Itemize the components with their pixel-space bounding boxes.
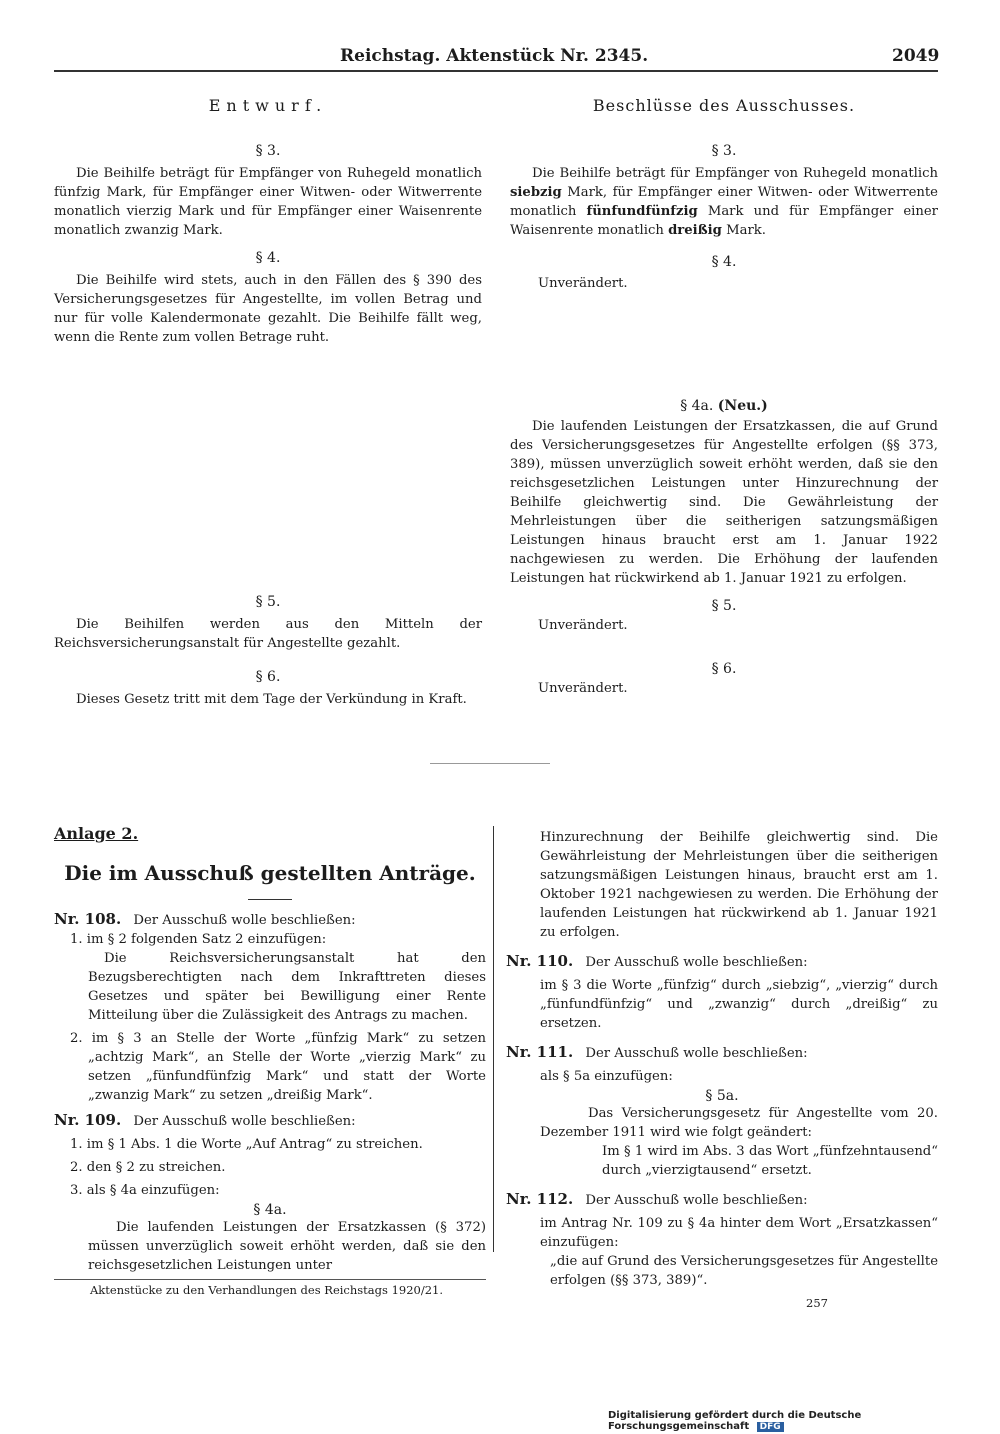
section-heading: § 4. (255, 250, 281, 266)
antrag-108 (54, 910, 486, 930)
list-item: 1. im § 1 Abs. 1 die Worte „Auf Antrag“ zu streichen. (70, 1137, 423, 1152)
title-rule (248, 899, 292, 900)
left-column-title: Entwurf. (208, 96, 328, 115)
section-heading: § 5a. (705, 1088, 739, 1104)
dfg-logo: DFG (757, 1422, 784, 1432)
section-text: Die laufenden Leistungen der Ersatzkassen (§ 372) müssen unverzüglich soweit erhöht werden, daß sie den reichsgesetzlichen Leistungen unter (88, 1220, 486, 1273)
left-column (54, 96, 482, 347)
antrag-109 (54, 1111, 486, 1131)
antrag-111 (506, 1043, 938, 1063)
section-text: Unverändert. (538, 681, 628, 696)
antrag-intro: Der Ausschuß wolle beschließen: (585, 1193, 808, 1208)
anlage-left (54, 824, 486, 1297)
running-title: Reichstag. Aktenstück Nr. 2345. (340, 46, 649, 66)
section-text: Die Beihilfe wird stets, auch in den Fällen des § 390 des Versicherungsgesetzes für Angestellte, im vollen Betrag und nur für volle Kalendermonate gezahlt. Die Beihilfe fällt weg, wenn die Rente zum vollen Betrage ruht. (54, 273, 482, 345)
right-column-s4a (510, 398, 938, 588)
text-run: Mark, für Empfänger einer Witwen- oder Witwerrente monatlich (510, 185, 938, 219)
column-divider (493, 826, 494, 1252)
section-text: Die Beihilfe beträgt für Empfänger von Ruhegeld monatlich fünfzig Mark, für Empfänger einer Witwen- oder Witwerrente monatlich vierzig Mark und für Empfänger einer Waisenrente monatlich zwanzig Mark. (54, 166, 482, 238)
list-item: 2. den § 2 zu streichen. (70, 1160, 226, 1175)
list-item-text: Die Reichsversicherungsanstalt hat den Bezugsberechtigten nach dem Inkrafttreten dieses Gesetzes und später bei Bewilligung einer Rente Mitteilung über die Zulässigkeit des Antrags zu machen. (88, 951, 486, 1023)
antrag-110 (506, 952, 938, 972)
section-text-continued: Hinzurechnung der Beihilfe gleichwertig sind. Die Gewährleistung der Mehrleistungen über die seitherigen satzungsmäßigen Leistungen hinaus, braucht erst am 1. Oktober 1921 nachgewiesen zu werden. Die Erhöhung der laufenden Leistungen hat rückwirkend ab 1. Januar 1921 zu erfolgen. (540, 830, 938, 940)
left-column-lower (54, 594, 482, 709)
antrag-number: Nr. 109. (54, 1111, 122, 1129)
section-heading: § 5. (255, 594, 281, 610)
list-item: 2. im § 3 an Stelle der Worte „fünfzig Mark“ zu setzen „achtzig Mark“, an Stelle der Worte „vierzig Mark“ zu setzen „fünfundfünfzig Mark“ und statt der Worte „zwanzig Mark“ zu setzen „dreißig Mark“. (70, 1031, 486, 1103)
antrag-intro: Der Ausschuß wolle beschließen: (133, 1114, 356, 1129)
antrag-number: Nr. 111. (506, 1043, 574, 1061)
section-heading: § 6. (255, 669, 281, 685)
footer-note: Aktenstücke zu den Verhandlungen des Reichstags 1920/21. (90, 1283, 444, 1297)
antrag-number: Nr. 108. (54, 910, 122, 928)
header-rule (54, 70, 938, 72)
antrag-intro: Der Ausschuß wolle beschließen: (585, 955, 808, 970)
section-text: Die laufenden Leistungen der Ersatzkassen, die auf Grund des Versicherungsgesetzes für Angestellte erfolgen (§§ 373, 389), müssen unverzüglich soweit erhöht werden, daß sie den reichsgesetzlichen Leistungen unter Hinzurechnung der Beihilfe gleichwertig sind. Die Gewährleistung der Mehrleistungen über die seitherigen satzungsmäßigen Leistungen hinaus braucht erst am 1. Januar 1922 nachgewiesen zu werden. Die Erhöhung der laufenden Leistungen hat rückwirkend ab 1. Januar 1921 zu erfolgen. (510, 419, 938, 586)
antrag-quote: „die auf Grund des Versicherungsgesetzes für Angestellte erfolgen (§§ 373, 389)“. (550, 1254, 938, 1288)
section-heading: § 5. (711, 598, 737, 614)
section-note: (Neu.) (717, 398, 768, 414)
antrag-number: Nr. 110. (506, 952, 574, 970)
section-number: § 4a. (680, 398, 714, 414)
section-subtext: Im § 1 wird im Abs. 3 das Wort „fünfzehntausend“ durch „vierzigtausend“ ersetzt. (602, 1144, 938, 1178)
credit-line (608, 1410, 1000, 1432)
section-text (510, 164, 938, 240)
text-run: Die Beihilfe beträgt für Empfänger von Ruhegeld monatlich (532, 166, 938, 181)
sheet-number: 257 (806, 1296, 828, 1310)
antrag-112 (506, 1190, 938, 1210)
emphasis: fünfundfünfzig (586, 204, 698, 219)
anlage-label: Anlage 2. (54, 824, 139, 843)
antrag-text: als § 5a einzufügen: (540, 1069, 673, 1084)
right-column-title: Beschlüsse des Ausschusses. (592, 96, 856, 115)
list-item: 3. als § 4a einzufügen: (70, 1183, 220, 1198)
section-text: Unverändert. (538, 618, 628, 633)
antrag-intro: Der Ausschuß wolle beschließen: (133, 913, 356, 928)
section-heading: § 6. (711, 661, 737, 677)
list-item: 1. im § 2 folgenden Satz 2 einzufügen: (70, 932, 327, 947)
section-heading (510, 398, 938, 414)
antrag-number: Nr. 112. (506, 1190, 574, 1208)
text-run: Mark. (726, 223, 766, 238)
right-column (510, 96, 938, 293)
credit-text: Digitalisierung gefördert durch die Deutsche Forschungsgemeinschaft (608, 1410, 862, 1432)
anlage-title: Die im Ausschuß gestellten Anträge. (64, 861, 476, 885)
section-text: Das Versicherungsgesetz für Angestellte vom 20. Dezember 1911 wird wie folgt geändert: (540, 1106, 938, 1140)
section-heading: § 4. (711, 254, 737, 270)
section-text: Die Beihilfen werden aus den Mitteln der Reichsversicherungsanstalt für Angestellte gezahlt. (54, 617, 482, 651)
footnote-rule (54, 1279, 486, 1280)
antrag-text: im Antrag Nr. 109 zu § 4a hinter dem Wort „Ersatzkassen“ einzufügen: (540, 1216, 938, 1250)
emphasis: dreißig (668, 223, 722, 238)
antrag-intro: Der Ausschuß wolle beschließen: (585, 1046, 808, 1061)
section-text: Unverändert. (538, 276, 628, 291)
text-run: Mark und für Empfänger einer Waisenrente monatlich (510, 204, 938, 238)
anlage-right (506, 828, 938, 1310)
section-separator (430, 763, 550, 764)
antrag-text: im § 3 die Worte „fünfzig“ durch „siebzig“, „vierzig“ durch „fünfundfünfzig“ und „zwanzig“ durch „dreißig“ zu ersetzen. (540, 978, 938, 1031)
emphasis: siebzig (510, 185, 562, 200)
section-heading: § 4a. (253, 1202, 287, 1218)
section-text: Dieses Gesetz tritt mit dem Tage der Verkündung in Kraft. (76, 692, 467, 707)
page-number: 2049 (892, 46, 940, 66)
section-heading: § 3. (711, 143, 737, 159)
section-heading: § 3. (255, 143, 281, 159)
right-column-lower (510, 598, 938, 698)
